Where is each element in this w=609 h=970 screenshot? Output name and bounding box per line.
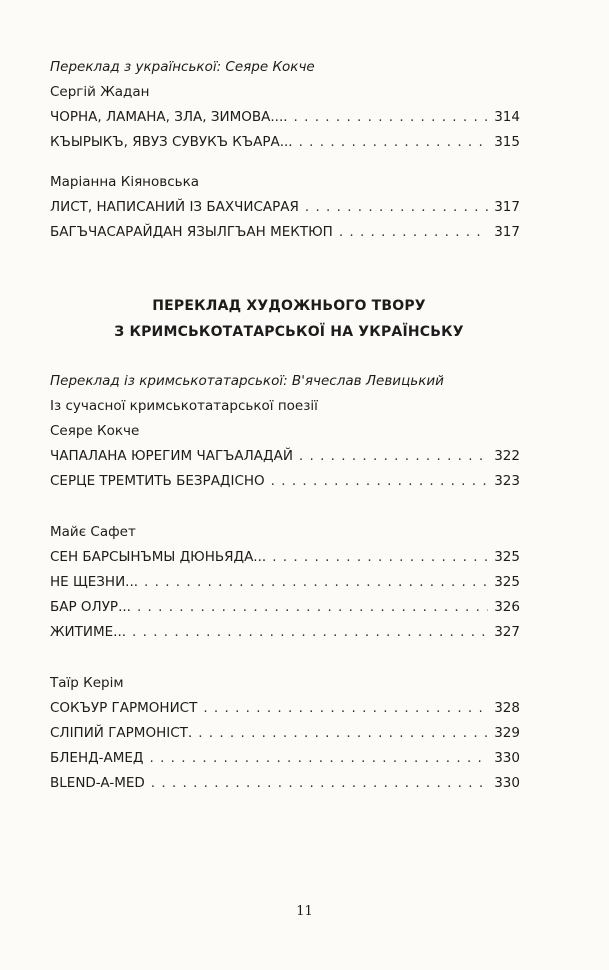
- leader-dots: [299, 444, 488, 469]
- page-number: 11: [296, 904, 313, 919]
- entry-title: БАГЪЧАСАРАЙДАН ЯЗЫЛГЪАН МЕКТЮП: [50, 224, 333, 240]
- author-name: Маріанна Кіяновська: [50, 174, 200, 190]
- section-heading: З КРИМСЬКОТАТАРСЬКОЇ НА УКРАЇНСЬКУ: [114, 324, 464, 340]
- leader-dots: [299, 130, 489, 155]
- entry-title: СЛІПИЙ ГАРМОНІСТ.: [50, 725, 193, 741]
- toc-entry[interactable]: [50, 220, 520, 245]
- toc-entry[interactable]: [50, 105, 520, 130]
- toc-entry[interactable]: [50, 444, 520, 469]
- entry-page-number: 317: [494, 224, 520, 240]
- leader-dots: [339, 220, 488, 245]
- leader-dots: [294, 105, 489, 130]
- entry-page-number: 329: [494, 725, 520, 741]
- entry-title: СОКЪУР ГАРМОНИСТ: [50, 700, 198, 716]
- toc-entry[interactable]: [50, 570, 520, 595]
- entry-page-number: 314: [494, 109, 520, 125]
- leader-dots: [151, 771, 488, 796]
- author-name: Сеяре Кокче: [50, 423, 140, 439]
- leader-dots: [305, 195, 488, 220]
- toc-entry[interactable]: [50, 545, 520, 570]
- translator-note: Переклад з української: Сеяре Кокче: [50, 59, 315, 75]
- entry-title: СЕРЦЕ ТРЕМТИТЬ БЕЗРАДІСНО: [50, 473, 265, 489]
- toc-entry[interactable]: [50, 721, 520, 746]
- author-name: Таїр Керім: [50, 675, 124, 691]
- leader-dots: [137, 595, 488, 620]
- entry-page-number: 325: [494, 574, 520, 590]
- table-of-contents: [50, 55, 520, 796]
- entry-title: ЧОРНА, ЛАМАНА, ЗЛА, ЗИМОВА....: [50, 109, 288, 125]
- entry-title: НЕ ЩЕЗНИ...: [50, 574, 139, 590]
- toc-entry[interactable]: [50, 595, 520, 620]
- entry-title: BLEND-A-MED: [50, 775, 145, 791]
- entry-title: БЛЕНД-АМЕД: [50, 750, 144, 766]
- author-name: Сергій Жадан: [50, 84, 150, 100]
- translator-note: Переклад із кримськотатарської: В'ячеслав Левицький: [50, 373, 444, 389]
- entry-title: ЧАПАЛАНА ЮРЕГИМ ЧАГЪАЛАДАЙ: [50, 448, 293, 464]
- entry-page-number: 330: [494, 750, 520, 766]
- leader-dots: [203, 696, 488, 721]
- toc-entry[interactable]: [50, 130, 520, 155]
- entry-page-number: 317: [494, 199, 520, 215]
- author-name: Майє Сафет: [50, 524, 136, 540]
- entry-page-number: 327: [494, 624, 520, 640]
- entry-title: КЪЫРЫКЪ, ЯВУЗ СУВУКЪ КЪАРА...: [50, 134, 293, 150]
- entry-page-number: 330: [494, 775, 520, 791]
- leader-dots: [271, 469, 489, 494]
- entry-page-number: 315: [494, 134, 520, 150]
- entry-page-number: 323: [494, 473, 520, 489]
- entry-title: ЛИСТ, НАПИСАНИЙ ІЗ БАХЧИСАРАЯ: [50, 199, 299, 215]
- leader-dots: [272, 545, 488, 570]
- leader-dots: [149, 746, 488, 771]
- entry-page-number: 322: [494, 448, 520, 464]
- leader-dots: [144, 570, 488, 595]
- entry-page-number: 325: [494, 549, 520, 565]
- toc-entry[interactable]: [50, 771, 520, 796]
- toc-entry[interactable]: [50, 746, 520, 771]
- entry-page-number: 326: [494, 599, 520, 615]
- toc-entry[interactable]: [50, 696, 520, 721]
- entry-title: СЕН БАРСЫНЪМЫ ДЮНЬЯДА...: [50, 549, 267, 565]
- toc-entry[interactable]: [50, 195, 520, 220]
- leader-dots: [132, 620, 488, 645]
- section-heading: ПЕРЕКЛАД ХУДОЖНЬОГО ТВОРУ: [152, 298, 426, 314]
- toc-entry[interactable]: [50, 469, 520, 494]
- toc-entry[interactable]: [50, 620, 520, 645]
- entry-title: БАР ОЛУР...: [50, 599, 131, 615]
- entry-page-number: 328: [494, 700, 520, 716]
- entry-title: ЖИТИМЕ...: [50, 624, 127, 640]
- leader-dots: [198, 721, 488, 746]
- subsection-title: Із сучасної кримськотатарської поезії: [50, 398, 318, 414]
